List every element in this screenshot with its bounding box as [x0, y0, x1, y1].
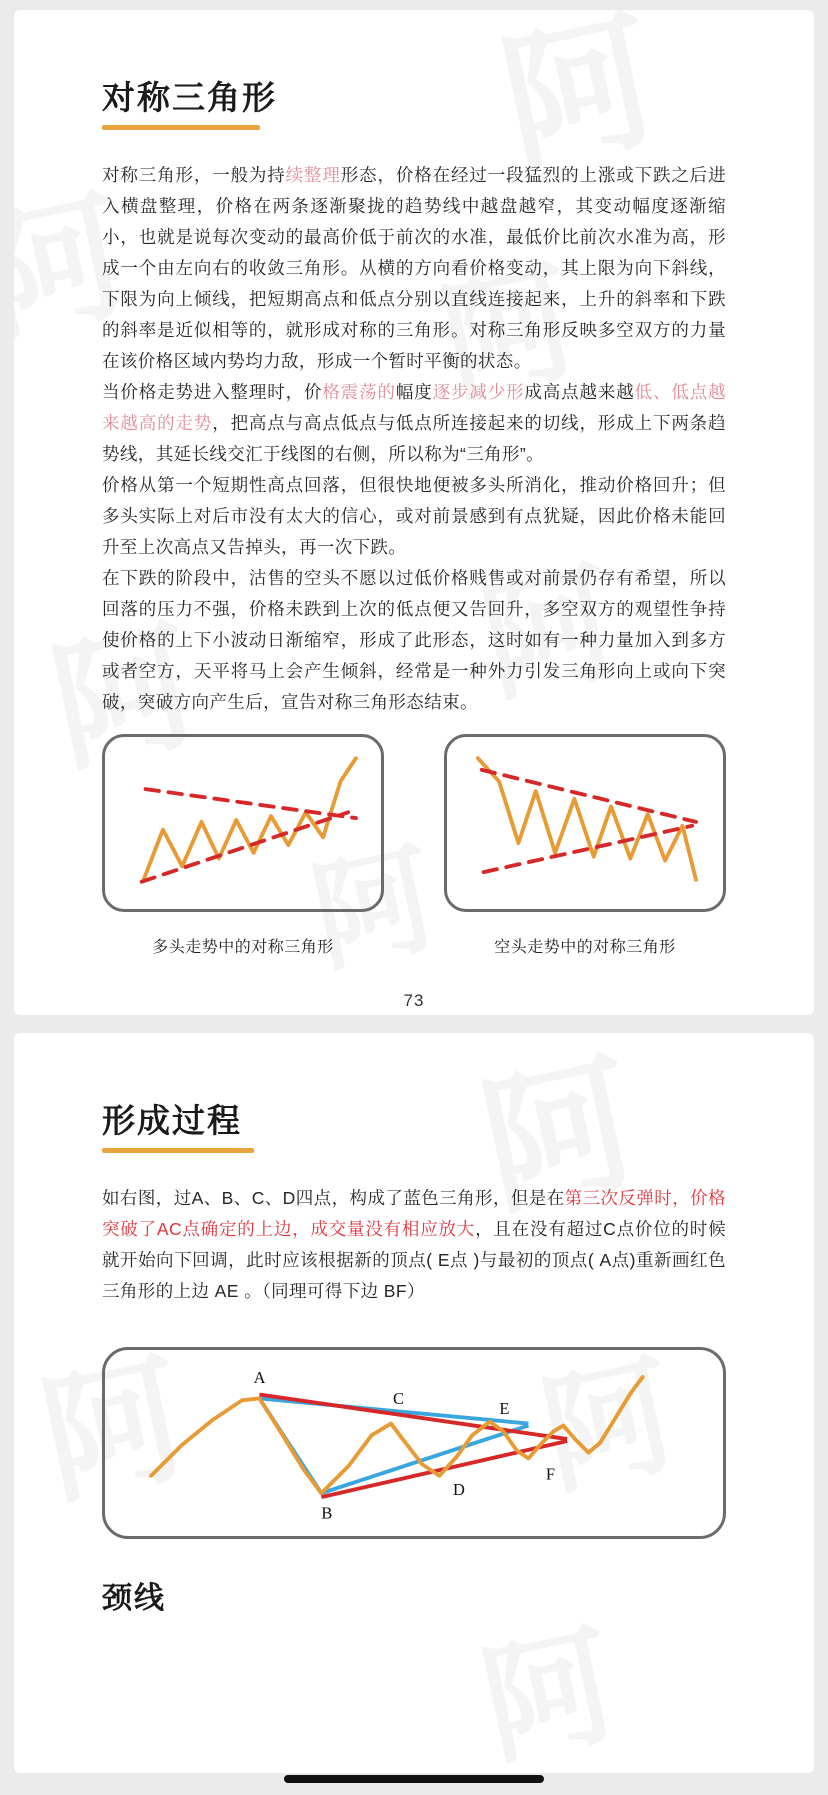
paragraph-4: 在下跌的阶段中，沽售的空头不愿以过低价格贱售或对前景仍存有希望，所以回落的压力不强，价格未跌到上次的低点便又告回升，多空双方的观望性争持使价格的上下小波动日渐缩窄，形成了此形态，这时如有一种力量加入到多方或者空方，天平将马上会产生倾斜，经常是一种外力引发三角形向上或向下突破，突破方向产生后，宣告对称三角形态结束。 — [102, 568, 726, 712]
chart-label-C: C — [392, 1389, 404, 1409]
figure-bearish — [444, 734, 726, 957]
bearish-symmetrical-triangle-chart — [444, 734, 726, 912]
text-run: 对称三角形，一般为持 — [102, 165, 286, 185]
chart-label-D: D — [452, 1480, 465, 1500]
document-page-2 — [14, 1033, 814, 1773]
text-run-highlight: 逐步减少形 — [432, 382, 525, 402]
paragraph-1 — [102, 160, 726, 377]
text-run: ，且在没有超过C点价位的时候就开始向下回调，此时应该根据新的顶点( E点 )与最初的顶点( A点)重新画红色三角形的上边 AE 。（同理可得下边 BF） — [102, 1219, 726, 1301]
formation-process-chart — [102, 1347, 726, 1539]
page-title: 对称三角形 — [102, 79, 277, 116]
chart-svg — [105, 737, 381, 903]
document-page-1 — [14, 10, 814, 1015]
chart-svg — [447, 737, 723, 903]
figure-caption: 空头走势中的对称三角形 — [494, 939, 676, 956]
chart-label-F: F — [545, 1464, 556, 1484]
figure-row — [102, 734, 726, 957]
text-run: 形态，价格在经过一段猛烈的上涨或下跌之后进入横盘整理，价格在两条逐渐聚拢的趋势线中越盘越窄，其变动幅度逐渐缩小，也就是说每次变动的最高价低于前次的水准，最低价比前次水准为高，形成一个由左向右的收敛三角形。从横的方向看价格变动，其上限为向下斜线，下限为向上倾线，把短期高点和低点分别以直线连接起来，上升的斜率和下跌的斜率是近似相等的，就形成对称的三角形。对称三角形反映多空双方的力量在该价格区域内势均力敌，形成一个暂时平衡的状态。 — [102, 165, 727, 371]
chart-label-A: A — [253, 1367, 266, 1387]
chart-label-B: B — [321, 1503, 333, 1523]
text-run: 如右图，过A、B、C、D四点，构成了蓝色三角形，但是在 — [102, 1188, 565, 1208]
paragraph-formation — [102, 1183, 726, 1307]
chart-label-E: E — [499, 1398, 510, 1418]
next-section-title: 颈线 — [102, 1582, 166, 1615]
paragraph-3: 价格从第一个短期性高点回落，但很快地便被多头所消化，推动价格回升；但多头实际上对后市没有太大的信心，或对前景感到有点犹疑，因此价格未能回升至上次高点又告掉头，再一次下跌。 — [102, 475, 726, 557]
figure-caption: 多头走势中的对称三角形 — [152, 939, 334, 956]
text-run-highlight: 低、低点越来越高的走势 — [102, 382, 726, 433]
home-indicator[interactable] — [284, 1775, 544, 1783]
text-run: 成高点越来越 — [524, 382, 635, 402]
figure-bullish — [102, 734, 384, 957]
text-run-highlight: 格震荡的 — [322, 382, 396, 402]
title-underline — [102, 125, 260, 130]
paragraph-2 — [102, 377, 726, 470]
bullish-symmetrical-triangle-chart — [102, 734, 384, 912]
page-number: 73 — [403, 991, 425, 1010]
text-run-highlight: 第三次反弹时，价格突破了AC点确定的上边，成交量没有相应放大 — [102, 1188, 726, 1239]
text-run: 当价格走势进入整理时，价 — [102, 382, 323, 402]
chart-svg — [105, 1350, 726, 1530]
text-run: 幅度 — [395, 382, 433, 402]
text-run-highlight: 续整理 — [285, 165, 341, 185]
title-underline-2 — [102, 1148, 254, 1153]
watermark — [472, 1621, 626, 1773]
page-title-2: 形成过程 — [102, 1102, 242, 1139]
text-run: ，把高点与高点低点与低点所连接起来的切线，形成上下两条趋势线，其延长线交汇于线图的右侧，所以称为“三角形”。 — [102, 413, 726, 464]
